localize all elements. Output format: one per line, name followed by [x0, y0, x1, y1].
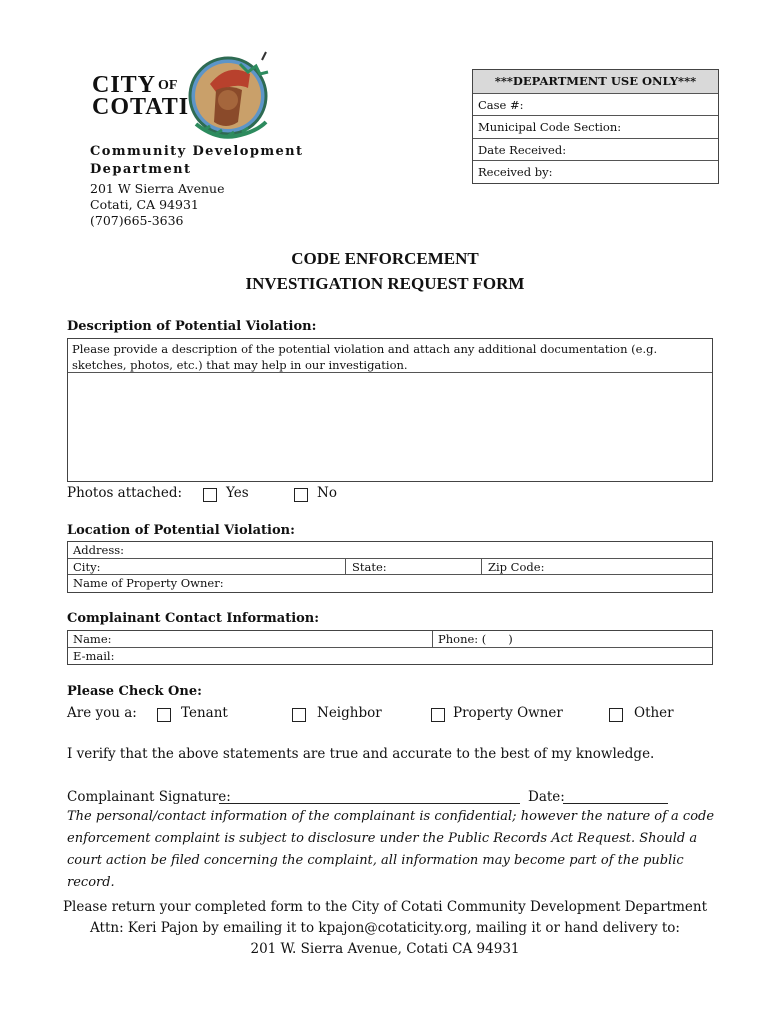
photos-no-label: No	[317, 485, 337, 501]
are-you-a-label: Are you a:	[67, 705, 137, 721]
phone-field[interactable]: Phone: ( )	[438, 632, 513, 646]
department-phone: (707)665-3636	[90, 213, 184, 228]
municipal-code-section-field[interactable]: Municipal Code Section:	[473, 115, 718, 138]
department-address2: Cotati, CA 94931	[90, 197, 199, 212]
state-field[interactable]: State:	[352, 559, 387, 574]
case-number-field[interactable]: Case #:	[473, 93, 718, 116]
signature-label: Complainant Signature:	[67, 789, 231, 805]
date-label: Date:	[528, 789, 565, 805]
confidentiality-notice: The personal/contact information of the complainant is confidential; however the nature of a code enforcement complaint is subject to disclosure under the Public Records Act Request. Should a court action be filed concerning the complaint, all information may become part of the public record.	[67, 809, 715, 890]
return-instructions-line3: 201 W. Sierra Avenue, Cotati CA 94931	[250, 941, 520, 957]
description-input-area[interactable]	[68, 373, 712, 481]
description-instructions: Please provide a description of the potential violation and attach any additional documentation (e.g. sketches, photos, etc.) that may help in our investigation.	[68, 339, 712, 373]
neighbor-label: Neighbor	[317, 705, 382, 721]
tenant-checkbox[interactable]	[157, 708, 171, 722]
complainant-heading: Complainant Contact Information:	[67, 611, 320, 626]
zip-code-field[interactable]: Zip Code:	[488, 559, 545, 574]
department-use-box	[472, 69, 719, 184]
logo-city-text: CITY OF	[92, 72, 178, 98]
property-owner-checkbox[interactable]	[431, 708, 445, 722]
property-owner-field[interactable]: Name of Property Owner:	[73, 576, 224, 590]
department-name-line2: Department	[90, 162, 192, 177]
email-field[interactable]: E-mail:	[73, 648, 115, 663]
address-field[interactable]: Address:	[68, 542, 712, 559]
date-received-field[interactable]: Date Received:	[473, 138, 718, 161]
logo-of-text: OF	[158, 78, 178, 93]
city-state-zip-row	[68, 559, 712, 576]
logo-cotati-text: COTATI	[92, 94, 190, 120]
date-line[interactable]	[563, 803, 668, 804]
verify-statement: I verify that the above statements are true and accurate to the best of my knowledge.	[67, 746, 655, 762]
photos-yes-checkbox[interactable]	[203, 488, 217, 502]
city-field[interactable]: City:	[73, 559, 101, 574]
location-heading: Location of Potential Violation:	[67, 523, 295, 538]
received-by-field[interactable]: Received by:	[473, 160, 718, 183]
property-owner-label: Property Owner	[453, 705, 563, 721]
other-checkbox[interactable]	[609, 708, 623, 722]
city-seal-logo	[176, 44, 280, 142]
photos-no-checkbox[interactable]	[294, 488, 308, 502]
neighbor-checkbox[interactable]	[292, 708, 306, 722]
photos-yes-label: Yes	[226, 485, 249, 501]
department-use-header: ***DEPARTMENT USE ONLY***	[473, 70, 718, 93]
location-table	[67, 541, 713, 593]
return-instructions-line1: Please return your completed form to the City of Cotati Community Development Department	[62, 899, 708, 915]
department-address1: 201 W Sierra Avenue	[90, 181, 225, 196]
form-title-line1: CODE ENFORCEMENT	[291, 249, 479, 268]
form-title-line2: INVESTIGATION REQUEST FORM	[245, 274, 525, 293]
photos-attached-label: Photos attached:	[67, 485, 183, 501]
complainant-table	[67, 630, 713, 665]
department-name-line1: Community Development	[90, 144, 304, 159]
name-field[interactable]: Name:	[73, 632, 112, 646]
description-heading: Description of Potential Violation:	[67, 319, 317, 334]
description-box	[67, 338, 713, 482]
other-label: Other	[634, 705, 674, 721]
signature-line[interactable]	[219, 803, 520, 804]
tenant-label: Tenant	[181, 705, 228, 721]
check-one-heading: Please Check One:	[67, 684, 202, 699]
name-phone-row	[68, 631, 712, 648]
return-instructions-line2: Attn: Keri Pajon by emailing it to kpajon@cotaticity.org, mailing it or hand delivery to:	[90, 920, 680, 936]
